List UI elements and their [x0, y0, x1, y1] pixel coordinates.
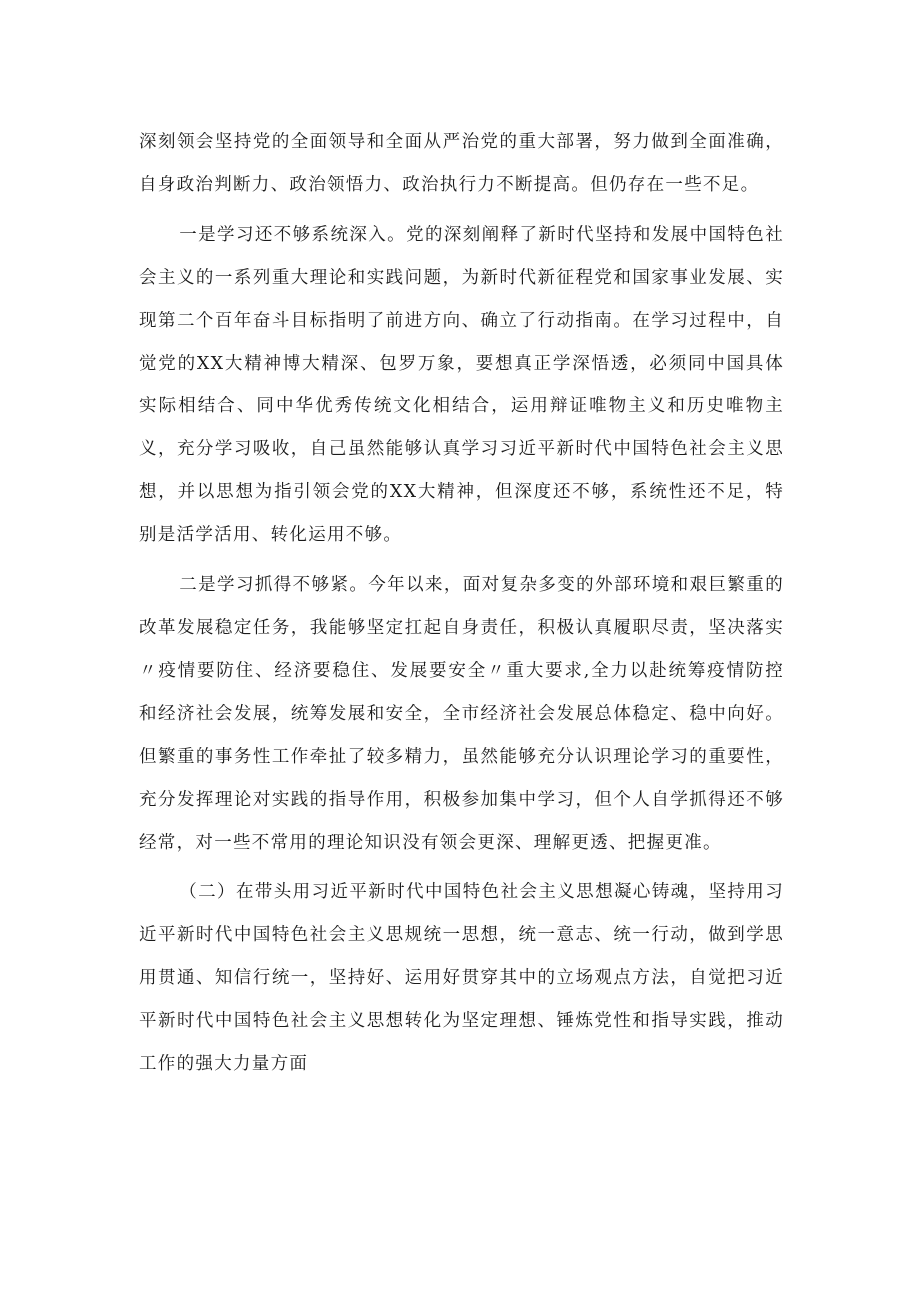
paragraph-study-not-tight: 二是学习抓得不够紧。今年以来，面对复杂多变的外部环境和艰巨繁重的改革发展稳定任务，我能够坚定扛起自身责任，积极认真履职尽责，坚决落实〃疫情要防住、经济要稳住、发展要安全〃重大要求,全力以赴统筹疫情防控和经济社会发展，统筹发展和安全，全市经济社会发展总体稳定、稳中向好。但繁重的事务性工作牵扯了较多精力，虽然能够充分认识理论学习的重要性，充分发挥理论对实践的指导作用，积极参加集中学习，但个人自学抓得还不够经常，对一些不常用的理论知识没有领会更深、理解更透、把握更准。	[139, 575, 784, 853]
paragraph-continuation: 深刻领会坚持党的全面领导和全面从严治党的重大部署，努力做到全面准确，自身政治判断力、政治领悟力、政治执行力不断提高。但仍存在一些不足。	[139, 132, 784, 195]
paragraph-study-not-deep: 一是学习还不够系统深入。党的深刻阐释了新时代坚持和发展中国特色社会主义的一系列重大理论和实践问题，为新时代新征程党和国家事业发展、实现第二个百年奋斗目标指明了前进方向、确立了行动指南。在学习过程中，自觉党的XX大精神博大精深、包罗万象，要想真正学深悟透，必须同中国具体实际相结合、同中华优秀传统文化相结合，运用辩证唯物主义和历史唯物主义，充分学习吸收，自己虽然能够认真学习习近平新时代中国特色社会主义思想，并以思想为指引领会党的XX大精神，但深度还不够，系统性还不足，特别是活学活用、转化运用不够。	[139, 224, 784, 546]
document-body	[139, 121, 784, 1086]
paragraph-section-two: （二）在带头用习近平新时代中国特色社会主义思想凝心铸魂，坚持用习近平新时代中国特色社会主义思规统一思想，统一意志、统一行动，做到学思用贯通、知信行统一，坚持好、运用好贯穿其中的立场观点方法，自觉把习近平新时代中国特色社会主义思想转化为坚定理想、锤炼党性和指导实践，推动工作的强大力量方面	[139, 882, 784, 1075]
